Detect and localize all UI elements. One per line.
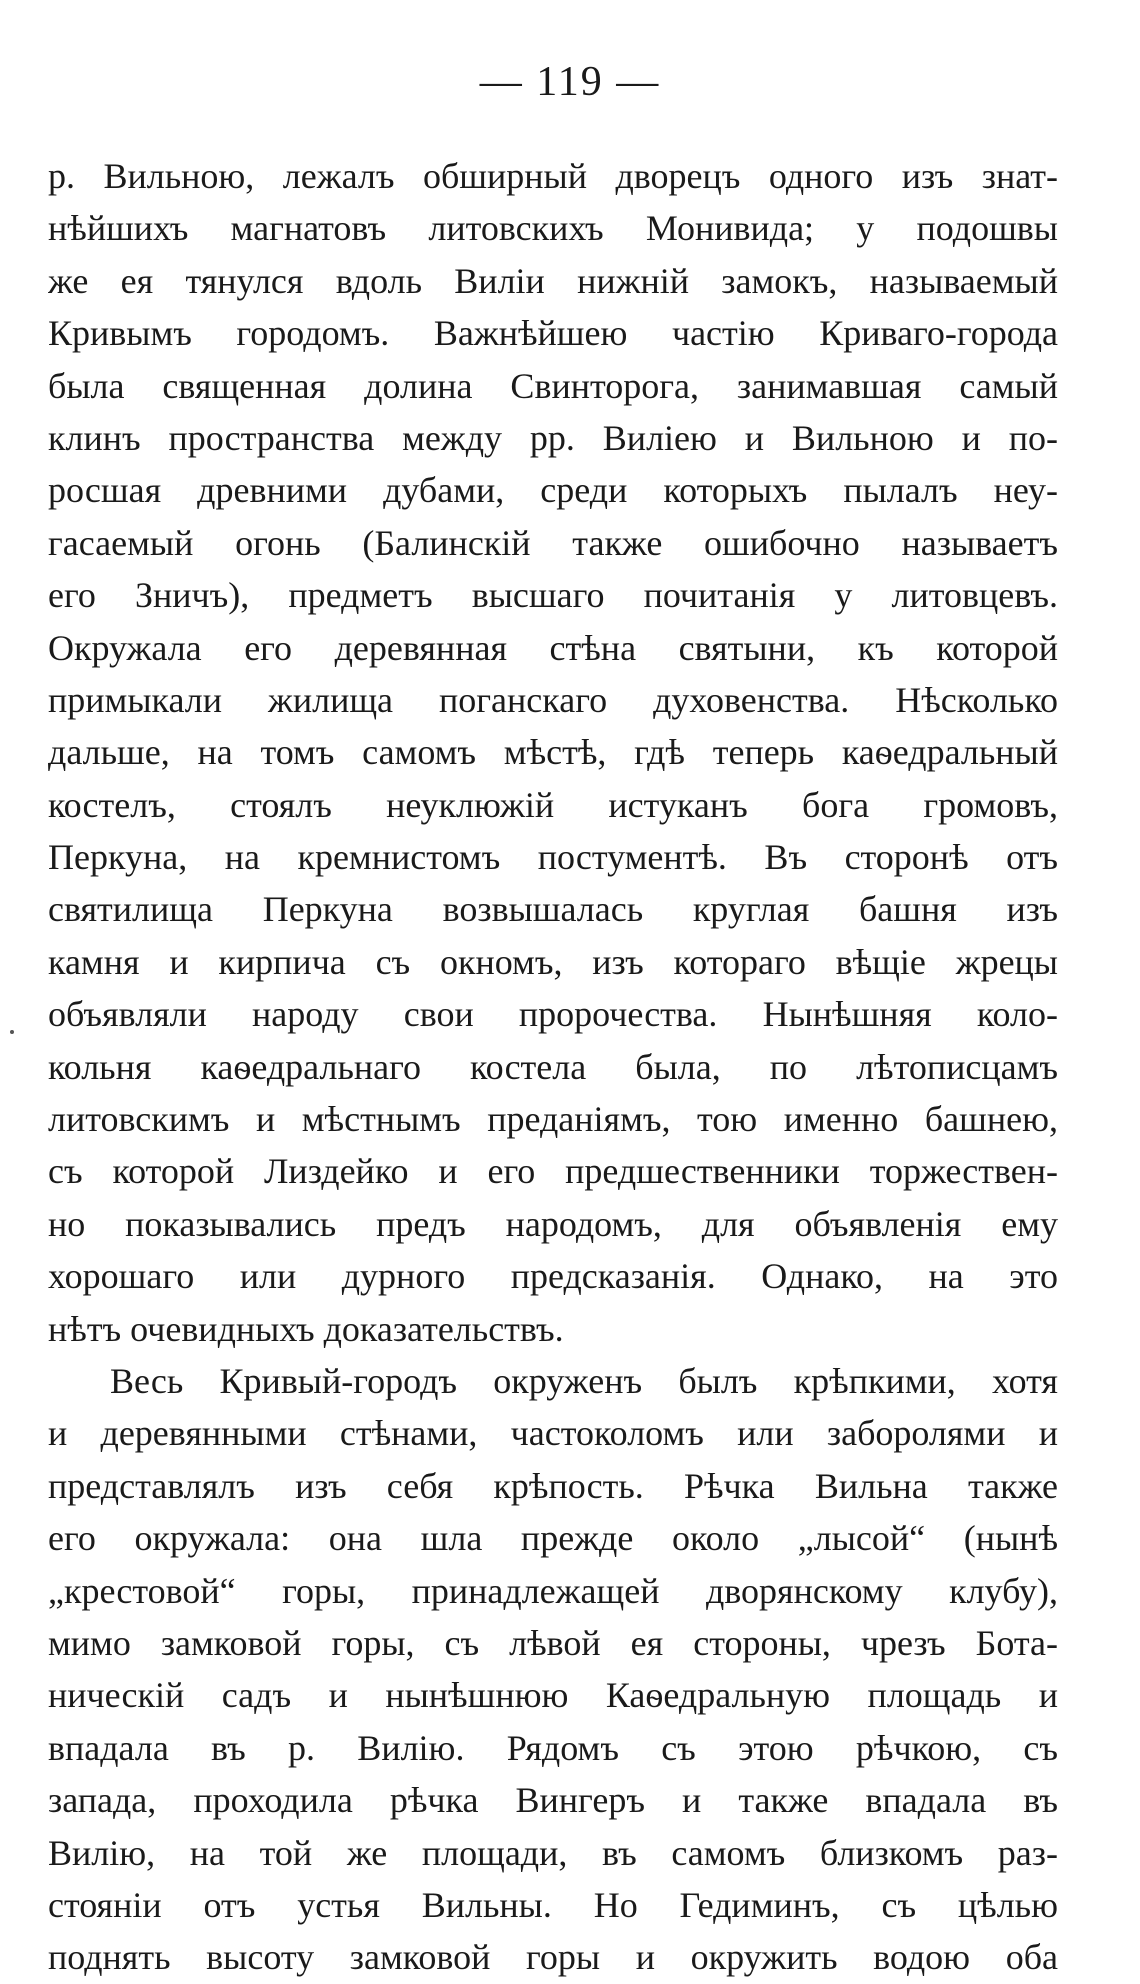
text-line: Кривымъ городомъ. Важнѣйшею частію Криваго-города — [48, 313, 1058, 354]
text-line: Перкуна, на кремнистомъ постументѣ. Въ сторонѣ отъ — [48, 837, 1058, 878]
text-line: была священная долина Свинторога, занимавшая самый — [48, 365, 1058, 406]
page-body-text — [48, 150, 1058, 1984]
text-line: его Зничъ), предметъ высшаго почитанія у литовцевъ. — [48, 575, 1058, 616]
text-line: святилища Перкуна возвышалась круглая башня изъ — [48, 889, 1058, 930]
text-line: поднять высоту замковой горы и окружить водою оба — [48, 1937, 1058, 1978]
text-line: хорошаго или дурного предсказанія. Однако, на это — [48, 1256, 1058, 1297]
text-line: клинъ пространства между рр. Виліею и Вильною и по- — [48, 417, 1058, 458]
text-line: р. Вильною, лежалъ обширный дворецъ одного изъ знат- — [48, 156, 1058, 196]
text-line: кольня каѳедральнаго костела была, по лѣтописцамъ — [48, 1046, 1058, 1087]
text-line: литовскимъ и мѣстнымъ преданіямъ, тою именно башнею, — [48, 1099, 1058, 1140]
text-line: его окружала: она шла прежде около „лысой“ (нынѣ — [48, 1518, 1058, 1559]
text-line: запада, проходила рѣчка Вингеръ и также впадала въ — [48, 1780, 1058, 1821]
text-line: же ея тянулся вдоль Виліи нижній замокъ, называемый — [48, 260, 1058, 301]
page-number: — 119 — — [479, 59, 661, 105]
text-line: но показывались предъ народомъ, для объявленія ему — [48, 1203, 1058, 1244]
text-line: Окружала его деревянная стѣна святыни, къ которой — [48, 627, 1058, 668]
text-line: „крестовой“ горы, принадлежащей дворянскому клубу), — [48, 1570, 1058, 1611]
text-line: объявляли народу свои пророчества. Нынѣшняя коло- — [48, 994, 1058, 1035]
text-line: съ которой Лиздейко и его предшественники торжествен- — [48, 1151, 1058, 1192]
text-line: ническій садъ и нынѣшнюю Каѳедральную площадь и — [48, 1675, 1058, 1716]
text-line: примыкали жилища поганскаго духовенства. Нѣсколько — [48, 679, 1058, 720]
text-line: нѣйшихъ магнатовъ литовскихъ Монивида; у подошвы — [48, 208, 1058, 249]
scan-speck — [10, 1030, 14, 1034]
text-line: стояніи отъ устья Вильны. Но Гедиминъ, съ цѣлью — [48, 1884, 1058, 1925]
text-line: дальше, на томъ самомъ мѣстѣ, гдѣ теперь каѳедральный — [48, 732, 1058, 773]
text-line: и деревянными стѣнами, частоколомъ или заборолями и — [48, 1413, 1058, 1454]
text-line: росшая древними дубами, среди которыхъ пылалъ неу- — [48, 470, 1058, 511]
text-line: представлялъ изъ себя крѣпость. Рѣчка Вильна также — [48, 1465, 1058, 1506]
text-line: мимо замковой горы, съ лѣвой ея стороны, чрезъ Бота- — [48, 1622, 1058, 1663]
paragraph-start-line: Весь Кривый-городъ окруженъ былъ крѣпкими, хотя — [110, 1360, 1058, 1401]
paragraph-end-line: нѣтъ очевидныхъ доказательствъ. — [48, 1308, 564, 1349]
text-line: камня и кирпича съ окномъ, изъ котораго вѣщіе жрецы — [48, 941, 1058, 982]
text-line: гасаемый огонь (Балинскій также ошибочно называетъ — [48, 522, 1058, 563]
text-line: Вилію, на той же площади, въ самомъ близкомъ раз- — [48, 1832, 1058, 1873]
text-line: костелъ, стоялъ неуклюжій истуканъ бога громовъ, — [48, 784, 1058, 825]
text-line: впадала въ р. Вилію. Рядомъ съ этою рѣчкою, съ — [48, 1727, 1058, 1768]
